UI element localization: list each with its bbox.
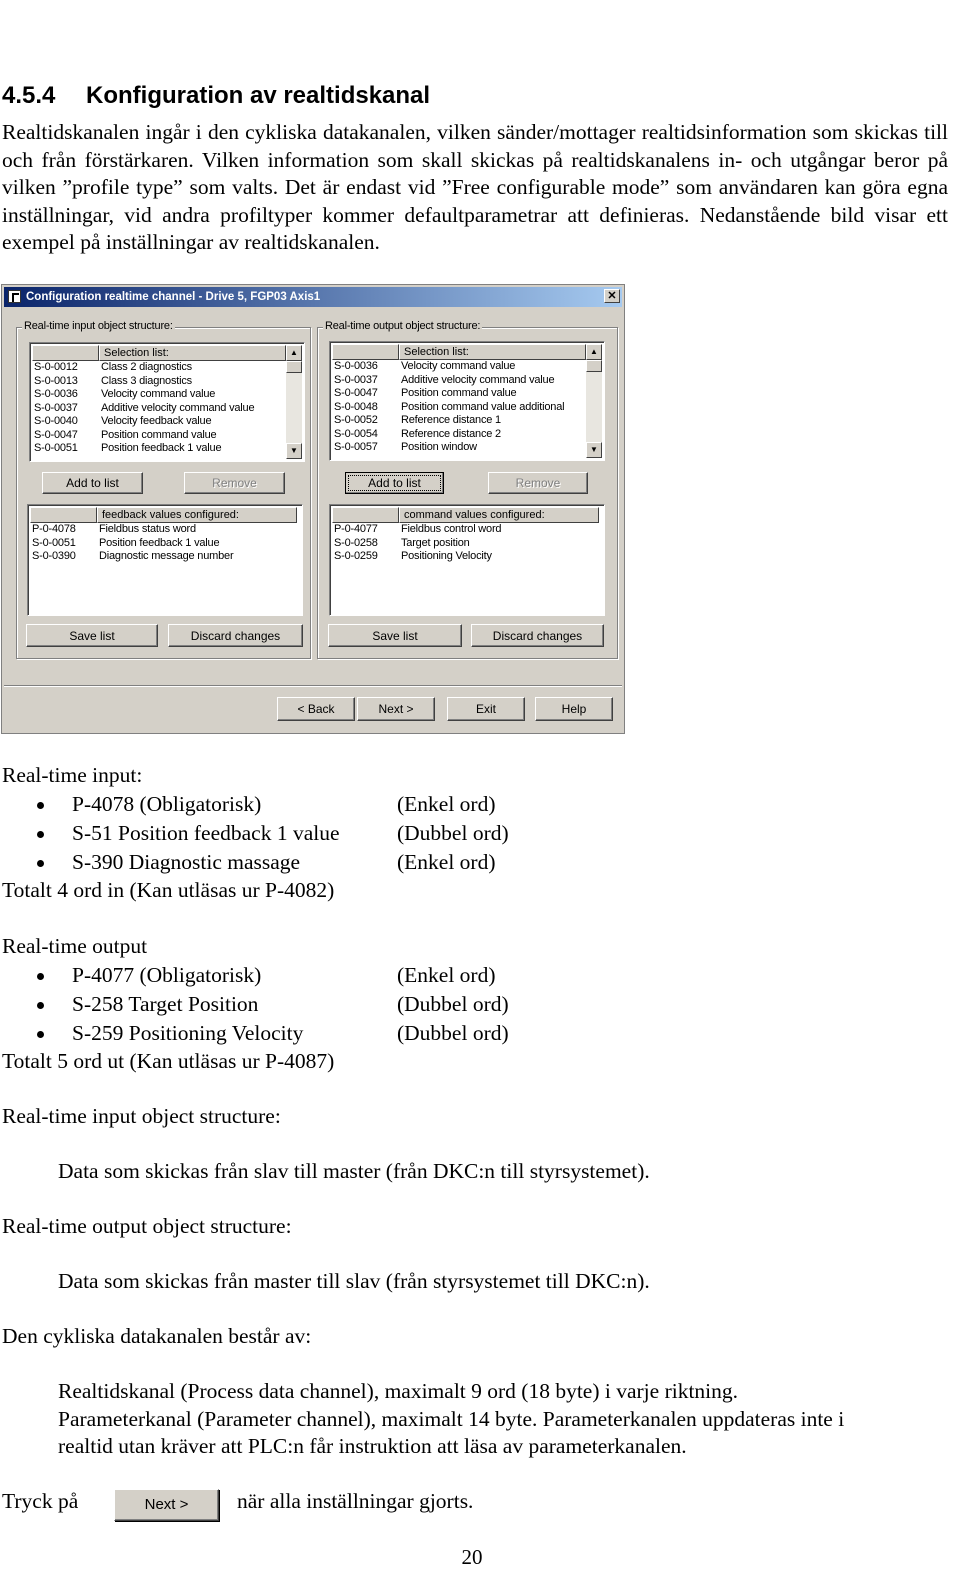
output-save-label: Save list — [372, 628, 418, 643]
next-label: Next > — [378, 702, 414, 716]
row-label: Reference distance 1 — [401, 414, 501, 426]
output-selection-list[interactable] — [329, 341, 605, 461]
output-selection-header — [332, 344, 586, 360]
dialog-separator — [4, 685, 622, 687]
list-row[interactable] — [34, 375, 254, 389]
item-size: (Enkel ord) — [397, 850, 496, 874]
input-selection-header — [32, 345, 286, 361]
row-code: S-0-0047 — [334, 387, 378, 399]
scroll-thumb[interactable] — [586, 360, 602, 372]
row-code: S-0-0047 — [34, 428, 78, 441]
input-add-button[interactable] — [42, 472, 143, 494]
bullet-icon — [37, 1031, 44, 1038]
list-row[interactable] — [334, 441, 564, 455]
scroll-down-icon[interactable]: ▼ — [286, 443, 302, 459]
list-row[interactable] — [32, 537, 233, 551]
help-button[interactable] — [535, 697, 613, 721]
row-code: S-0-0037 — [334, 373, 378, 386]
list-row[interactable] — [334, 360, 564, 374]
row-label: Position window — [401, 441, 477, 453]
press-prefix: Tryck på — [2, 1489, 79, 1513]
row-code: S-0-0054 — [334, 427, 378, 440]
dialog-title: Configuration realtime channel - Drive 5, FGP03 Axis1 — [26, 291, 321, 303]
row-code: S-0-0051 — [32, 536, 76, 549]
inline-next-label: Next > — [144, 1496, 189, 1513]
list-row[interactable] — [34, 388, 254, 402]
input-configured-header — [30, 507, 300, 523]
scroll-down-icon[interactable]: ▼ — [586, 442, 602, 458]
list-row[interactable] — [334, 428, 564, 442]
output-group-label: Real-time output object structure: — [325, 320, 481, 332]
input-selection-list[interactable] — [29, 342, 305, 462]
row-label: Velocity command value — [101, 388, 216, 400]
row-label: Fieldbus status word — [99, 523, 196, 535]
item-size: (Enkel ord) — [397, 963, 496, 987]
output-selection-rows — [334, 360, 564, 455]
header-selection: Selection list: — [99, 345, 286, 361]
row-code: S-0-0057 — [334, 441, 378, 453]
list-item — [0, 819, 600, 848]
list-row[interactable] — [334, 401, 564, 415]
list-row[interactable] — [34, 429, 254, 443]
list-row[interactable] — [32, 523, 233, 537]
item-name: S-390 Diagnostic massage — [72, 850, 301, 874]
input-discard-button[interactable] — [168, 624, 303, 647]
row-code: S-0-0258 — [334, 536, 378, 549]
dialog-titlebar — [4, 287, 622, 307]
header-code — [30, 507, 97, 523]
bullet-icon — [37, 802, 44, 809]
section-title: Konfiguration av realtidskanal — [86, 82, 431, 109]
row-label: Position feedback 1 value — [101, 442, 222, 454]
row-label: Positioning Velocity — [401, 550, 492, 562]
scroll-up-icon[interactable]: ▲ — [586, 344, 602, 360]
exit-label: Exit — [475, 702, 496, 716]
input-structure-heading: Real-time input object structure: — [2, 1104, 281, 1128]
press-suffix: när alla inställningar gjorts. — [237, 1489, 474, 1513]
row-code: S-0-0036 — [34, 388, 78, 400]
item-size: (Enkel ord) — [397, 792, 496, 816]
list-row[interactable] — [334, 523, 501, 537]
item-name: S-51 Position feedback 1 value — [72, 821, 340, 845]
output-discard-button[interactable] — [471, 624, 604, 647]
list-item — [0, 790, 600, 819]
bullet-icon — [37, 831, 44, 838]
intro-paragraph: Realtidskanalen ingår i den cykliska datakanalen, vilken sänder/mottager realtidsinformation som skickas till och från förstärkaren. Vilken information som skall skickas på realtidskanalens in- och utgångar beror på vilken ”profile type” som valts. Det är endast vid ”Free configurable mode” som användaren kan göra egna inställningar, vid andra profiltyper kommer defaultparametrar att definieras. Nedanstående bild visar ett exempel på inställningar av realtidskanalen. — [2, 120, 948, 255]
back-button[interactable] — [277, 697, 355, 721]
bullet-icon — [37, 1002, 44, 1009]
bullet-icon — [37, 973, 44, 980]
input-selection-scrollbar[interactable] — [286, 345, 302, 459]
row-label: Velocity command value — [401, 360, 516, 372]
list-item — [0, 1019, 600, 1048]
row-code: S-0-0037 — [34, 401, 78, 414]
row-code: S-0-0048 — [334, 400, 378, 413]
header-code — [332, 507, 399, 523]
scroll-thumb[interactable] — [286, 361, 302, 373]
app-icon — [8, 290, 21, 303]
back-label: < Back — [297, 702, 335, 716]
input-group — [16, 320, 311, 659]
input-structure-text: Data som skickas från slav till master (från DKC:n till styrsystemet). — [58, 1159, 650, 1183]
row-code: P-0-4077 — [334, 523, 378, 535]
input-save-label: Save list — [69, 628, 115, 643]
rt-input-heading: Real-time input: — [2, 763, 143, 787]
row-code: S-0-0013 — [34, 374, 78, 387]
input-save-button[interactable] — [26, 624, 158, 647]
row-label: Position command value — [101, 428, 217, 441]
rt-output-total: Totalt 5 ord ut (Kan utläsas ur P-4087) — [2, 1049, 335, 1073]
list-row[interactable] — [334, 537, 501, 551]
output-structure-text: Data som skickas från master till slav (från styrsystemet till DKC:n). — [58, 1269, 650, 1293]
output-remove-button[interactable] — [488, 472, 588, 494]
output-configured-rows — [334, 523, 501, 564]
item-name: P-4078 (Obligatorisk) — [72, 792, 262, 816]
list-row[interactable] — [334, 387, 564, 401]
input-discard-label: Discard changes — [190, 628, 281, 643]
output-add-label: Add to list — [368, 476, 421, 490]
input-remove-label: Remove — [212, 476, 257, 490]
output-discard-label: Discard changes — [492, 628, 583, 643]
input-add-label: Add to list — [66, 476, 119, 490]
output-group — [317, 320, 618, 659]
output-save-button[interactable] — [328, 624, 462, 647]
row-label: Additive velocity command value — [401, 373, 555, 386]
header-configured: command values configured: — [399, 507, 599, 523]
cyclic-line2: Parameterkanal (Parameter channel), maximalt 14 byte. Parameterkanalen uppdateras inte i — [58, 1407, 845, 1431]
list-item — [0, 848, 600, 877]
config-dialog — [1, 284, 625, 734]
row-code: S-0-0040 — [34, 415, 78, 427]
item-size: (Dubbel ord) — [397, 1021, 509, 1045]
item-size: (Dubbel ord) — [397, 821, 509, 845]
output-add-button[interactable] — [345, 472, 444, 494]
row-label: Additive velocity command value — [101, 401, 255, 414]
item-name: S-259 Positioning Velocity — [72, 1021, 304, 1045]
next-button[interactable] — [357, 697, 435, 721]
row-label: Position feedback 1 value — [99, 536, 220, 549]
input-configured-rows — [32, 523, 233, 564]
output-structure-heading: Real-time output object structure: — [2, 1214, 292, 1238]
inline-next-button[interactable] — [114, 1489, 219, 1521]
scroll-up-icon[interactable]: ▲ — [286, 345, 302, 361]
list-row[interactable] — [34, 361, 254, 375]
row-label: Target position — [401, 536, 470, 549]
section-heading — [2, 82, 430, 110]
list-row[interactable] — [34, 442, 254, 456]
list-row[interactable] — [334, 374, 564, 388]
output-configured-list[interactable] — [329, 504, 605, 616]
list-row[interactable] — [34, 415, 254, 429]
row-label: Class 2 diagnostics — [101, 361, 192, 373]
list-row[interactable] — [334, 550, 501, 564]
item-size: (Dubbel ord) — [397, 992, 509, 1016]
row-label: Diagnostic message number — [99, 550, 234, 562]
row-code: S-0-0012 — [34, 361, 78, 373]
input-remove-button[interactable] — [184, 472, 285, 494]
row-label: Fieldbus control word — [401, 523, 502, 535]
rt-output-heading: Real-time output — [2, 934, 148, 958]
header-configured: feedback values configured: — [97, 507, 297, 523]
exit-button[interactable] — [447, 697, 525, 721]
page-number: 20 — [461, 1545, 483, 1569]
header-code — [332, 344, 399, 360]
list-item — [0, 961, 600, 990]
row-code: S-0-0259 — [334, 550, 378, 562]
row-label: Class 3 diagnostics — [101, 374, 192, 387]
list-row[interactable] — [34, 402, 254, 416]
output-configured-header — [332, 507, 602, 523]
cyclic-line3: realtid utan kräver att PLC:n får instruktion att läsa av parameterkanalen. — [58, 1434, 687, 1458]
help-label: Help — [561, 702, 587, 716]
row-label: Position command value additional — [401, 400, 565, 413]
cyclic-line1: Realtidskanal (Process data channel), maximalt 9 ord (18 byte) i varje riktning. — [58, 1379, 739, 1403]
row-label: Position command value — [401, 387, 517, 399]
row-label: Velocity feedback value — [101, 415, 212, 427]
list-item — [0, 990, 600, 1019]
row-code: S-0-0390 — [32, 550, 76, 562]
item-name: P-4077 (Obligatorisk) — [72, 963, 262, 987]
list-row[interactable] — [32, 550, 233, 564]
section-number: 4.5.4 — [2, 82, 56, 109]
item-name: S-258 Target Position — [72, 992, 259, 1016]
row-code: S-0-0036 — [334, 360, 378, 372]
row-label: Reference distance 2 — [401, 427, 501, 440]
close-button[interactable]: ✕ — [604, 289, 620, 303]
bullet-icon — [37, 860, 44, 867]
row-code: S-0-0052 — [334, 414, 378, 426]
list-row[interactable] — [334, 414, 564, 428]
output-remove-label: Remove — [515, 476, 561, 490]
input-configured-list[interactable] — [27, 504, 303, 616]
output-selection-scrollbar[interactable] — [586, 344, 602, 458]
input-selection-rows — [34, 361, 254, 456]
header-code — [32, 345, 99, 361]
input-group-label: Real-time input object structure: — [24, 320, 173, 332]
row-code: P-0-4078 — [32, 523, 76, 535]
cyclic-heading: Den cykliska datakanalen består av: — [2, 1324, 312, 1348]
header-selection: Selection list: — [399, 344, 586, 360]
row-code: S-0-0051 — [34, 442, 78, 454]
rt-input-total: Totalt 4 ord in (Kan utläsas ur P-4082) — [2, 878, 335, 902]
